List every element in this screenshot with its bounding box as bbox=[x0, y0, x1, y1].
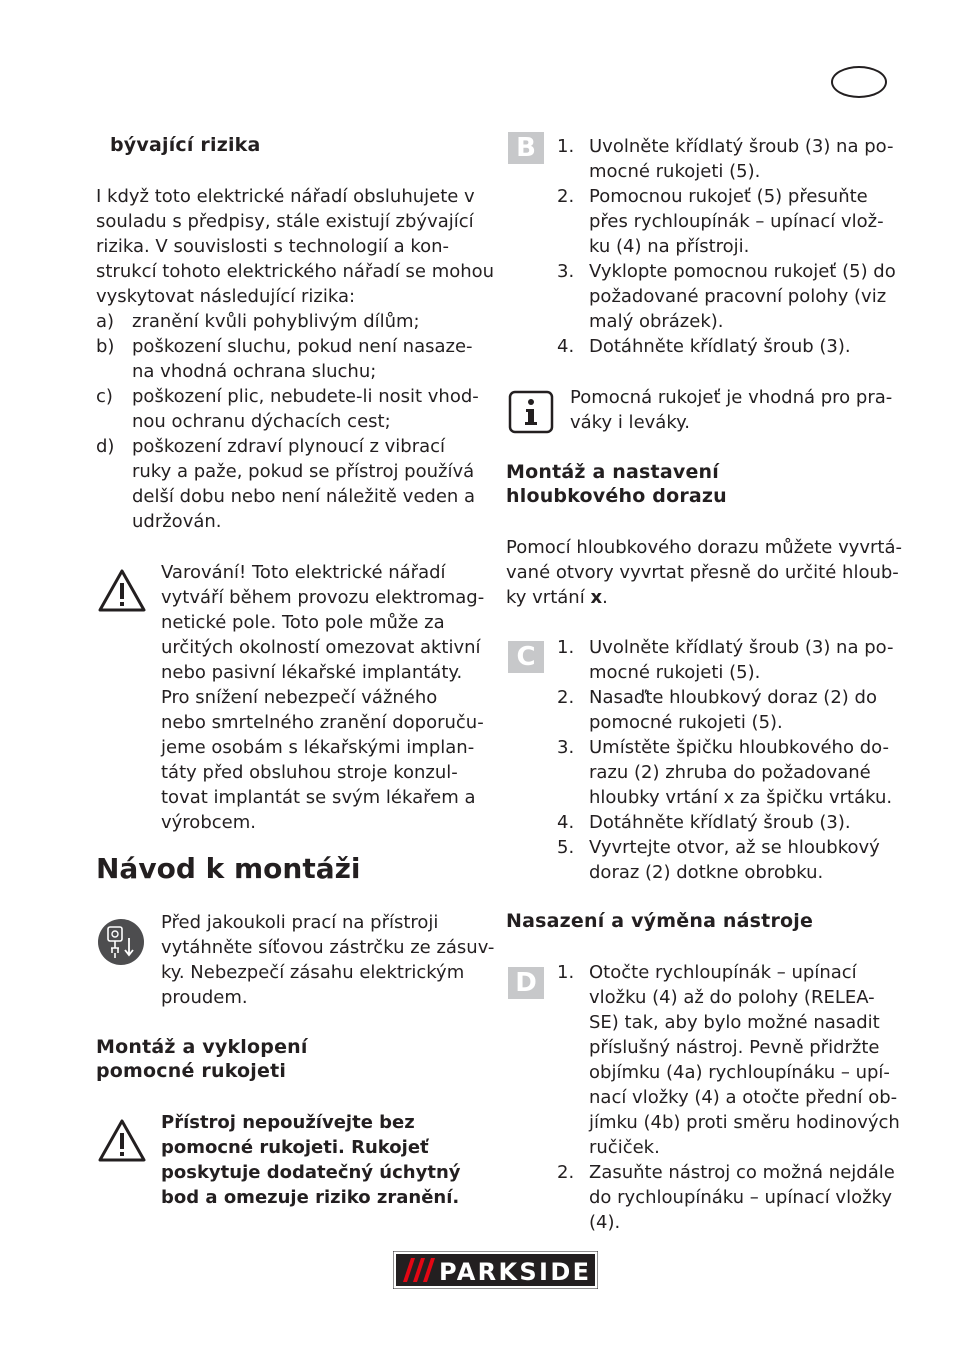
parkside-logo bbox=[393, 1251, 598, 1289]
info-icon bbox=[508, 390, 554, 434]
warning-triangle-icon bbox=[97, 568, 147, 614]
assembly-title: Návod k montáži bbox=[96, 852, 361, 885]
figure-badge-d: D bbox=[508, 967, 544, 999]
warning-triangle-icon bbox=[97, 1118, 147, 1164]
unplug-icon bbox=[97, 918, 145, 966]
figure-badge-b: B bbox=[508, 132, 544, 164]
tool-change-heading: Nasazení a výměna nástroje bbox=[506, 910, 814, 932]
language-marker-oval bbox=[831, 66, 887, 98]
residual-risks-heading: bývající rizika bbox=[110, 134, 261, 156]
logo-wordmark: PARKSIDE bbox=[439, 1258, 589, 1286]
figure-badge-c: C bbox=[508, 641, 544, 673]
